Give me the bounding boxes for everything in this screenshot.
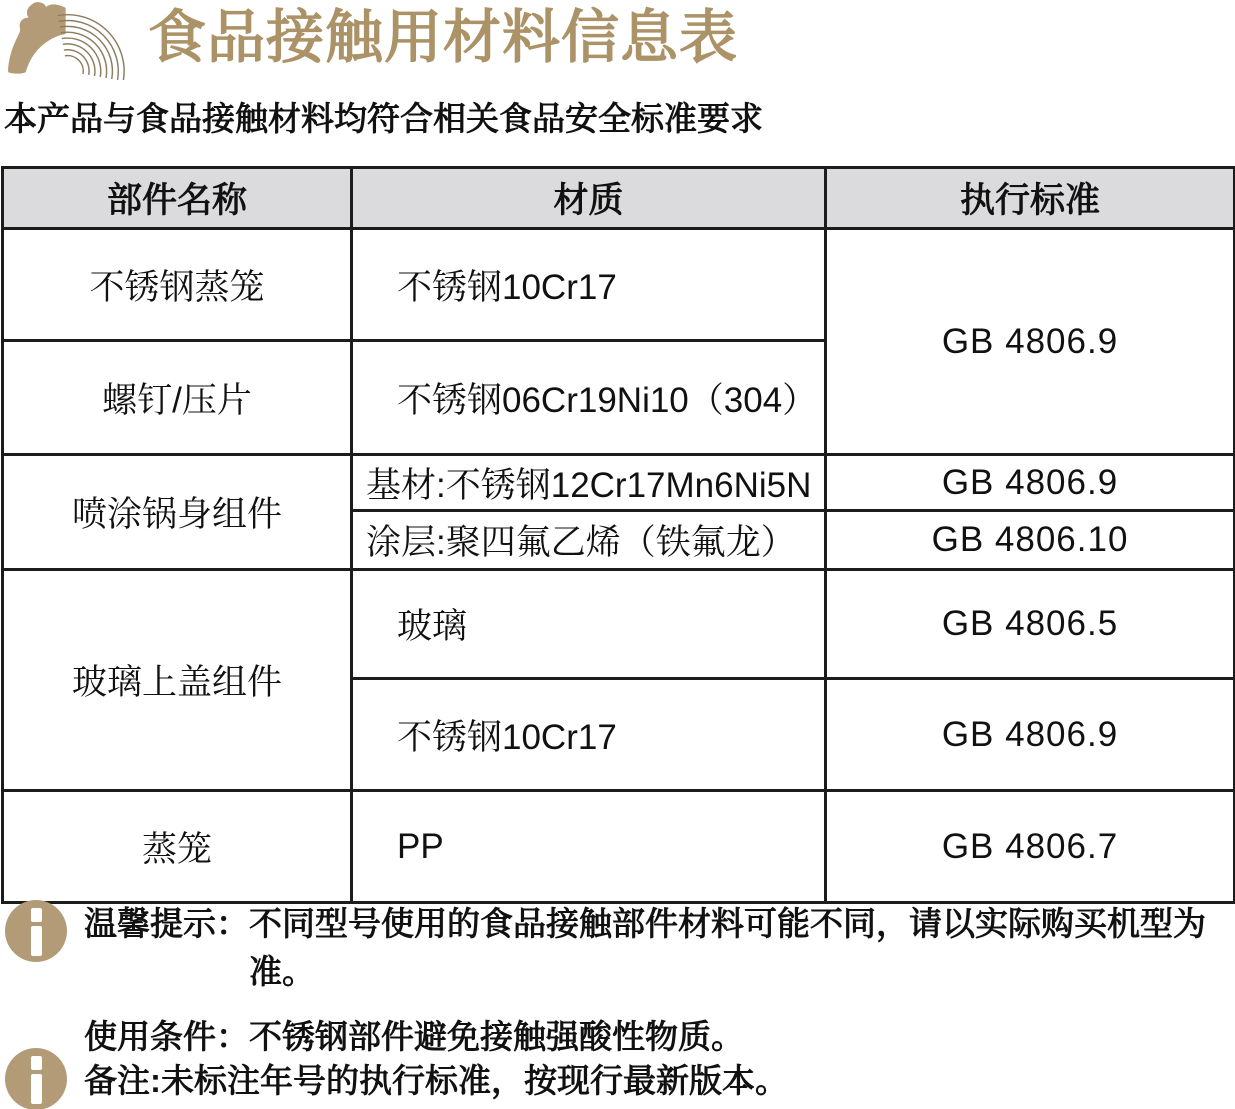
info-icon xyxy=(5,1048,67,1109)
standard-cell: GB 4806.9 xyxy=(826,455,1235,511)
info-icon-dot xyxy=(31,908,42,922)
standard-cell: GB 4806.5 xyxy=(826,570,1235,679)
col-header-part-name: 部件名称 xyxy=(3,168,352,229)
page-title: 食品接触用材料信息表 xyxy=(148,5,739,70)
info-icon-dot xyxy=(31,1056,42,1070)
info-icon xyxy=(5,900,67,962)
pot-steam-fan-logo-icon xyxy=(4,2,138,80)
col-header-standard: 执行标准 xyxy=(826,168,1235,229)
tip-note-label: 温馨提示： xyxy=(84,905,249,942)
table-row xyxy=(3,229,1235,341)
table-header-row xyxy=(3,168,1235,229)
material-cell: 基材:不锈钢12Cr17Mn6Ni5N xyxy=(352,455,826,511)
info-icon-stem xyxy=(31,926,42,956)
part-name-cell: 喷涂锅身组件 xyxy=(3,455,352,570)
material-cell: 涂层:聚四氟乙烯（铁氟龙） xyxy=(352,511,826,570)
part-name-cell: 玻璃上盖组件 xyxy=(3,570,352,791)
compliance-statement: 本产品与食品接触材料均符合相关食品安全标准要求 xyxy=(4,100,763,137)
table-row xyxy=(3,791,1235,903)
material-cell: 不锈钢06Cr19Ni10（304） xyxy=(352,341,826,455)
info-icon-stem xyxy=(31,1074,42,1104)
standard-cell: GB 4806.9 xyxy=(826,229,1235,455)
material-cell: 不锈钢10Cr17 xyxy=(352,229,826,341)
tip-note-content: 不同型号使用的食品接触部件材料可能不同，请以实际购买机型为准。 xyxy=(249,905,1206,990)
standard-cell: GB 4806.7 xyxy=(826,791,1235,903)
material-cell: PP xyxy=(352,791,826,903)
material-cell: 不锈钢10Cr17 xyxy=(352,679,826,791)
materials-table xyxy=(1,166,1235,904)
material-cell: 玻璃 xyxy=(352,570,826,679)
part-name-cell: 蒸笼 xyxy=(3,791,352,903)
tip-note-text xyxy=(84,900,1232,996)
standard-cell: GB 4806.9 xyxy=(826,679,1235,791)
table-row xyxy=(3,570,1235,679)
remark-note: 备注:未标注年号的执行标准，按现行最新版本。 xyxy=(84,1062,788,1099)
part-name-cell: 螺钉/压片 xyxy=(3,341,352,455)
usage-condition-note: 使用条件：不锈钢部件避免接触强酸性物质。 xyxy=(84,1018,744,1055)
tip-note xyxy=(5,900,1232,996)
col-header-material: 材质 xyxy=(352,168,826,229)
standard-cell: GB 4806.10 xyxy=(826,511,1235,570)
table-row xyxy=(3,455,1235,511)
part-name-cell: 不锈钢蒸笼 xyxy=(3,229,352,341)
